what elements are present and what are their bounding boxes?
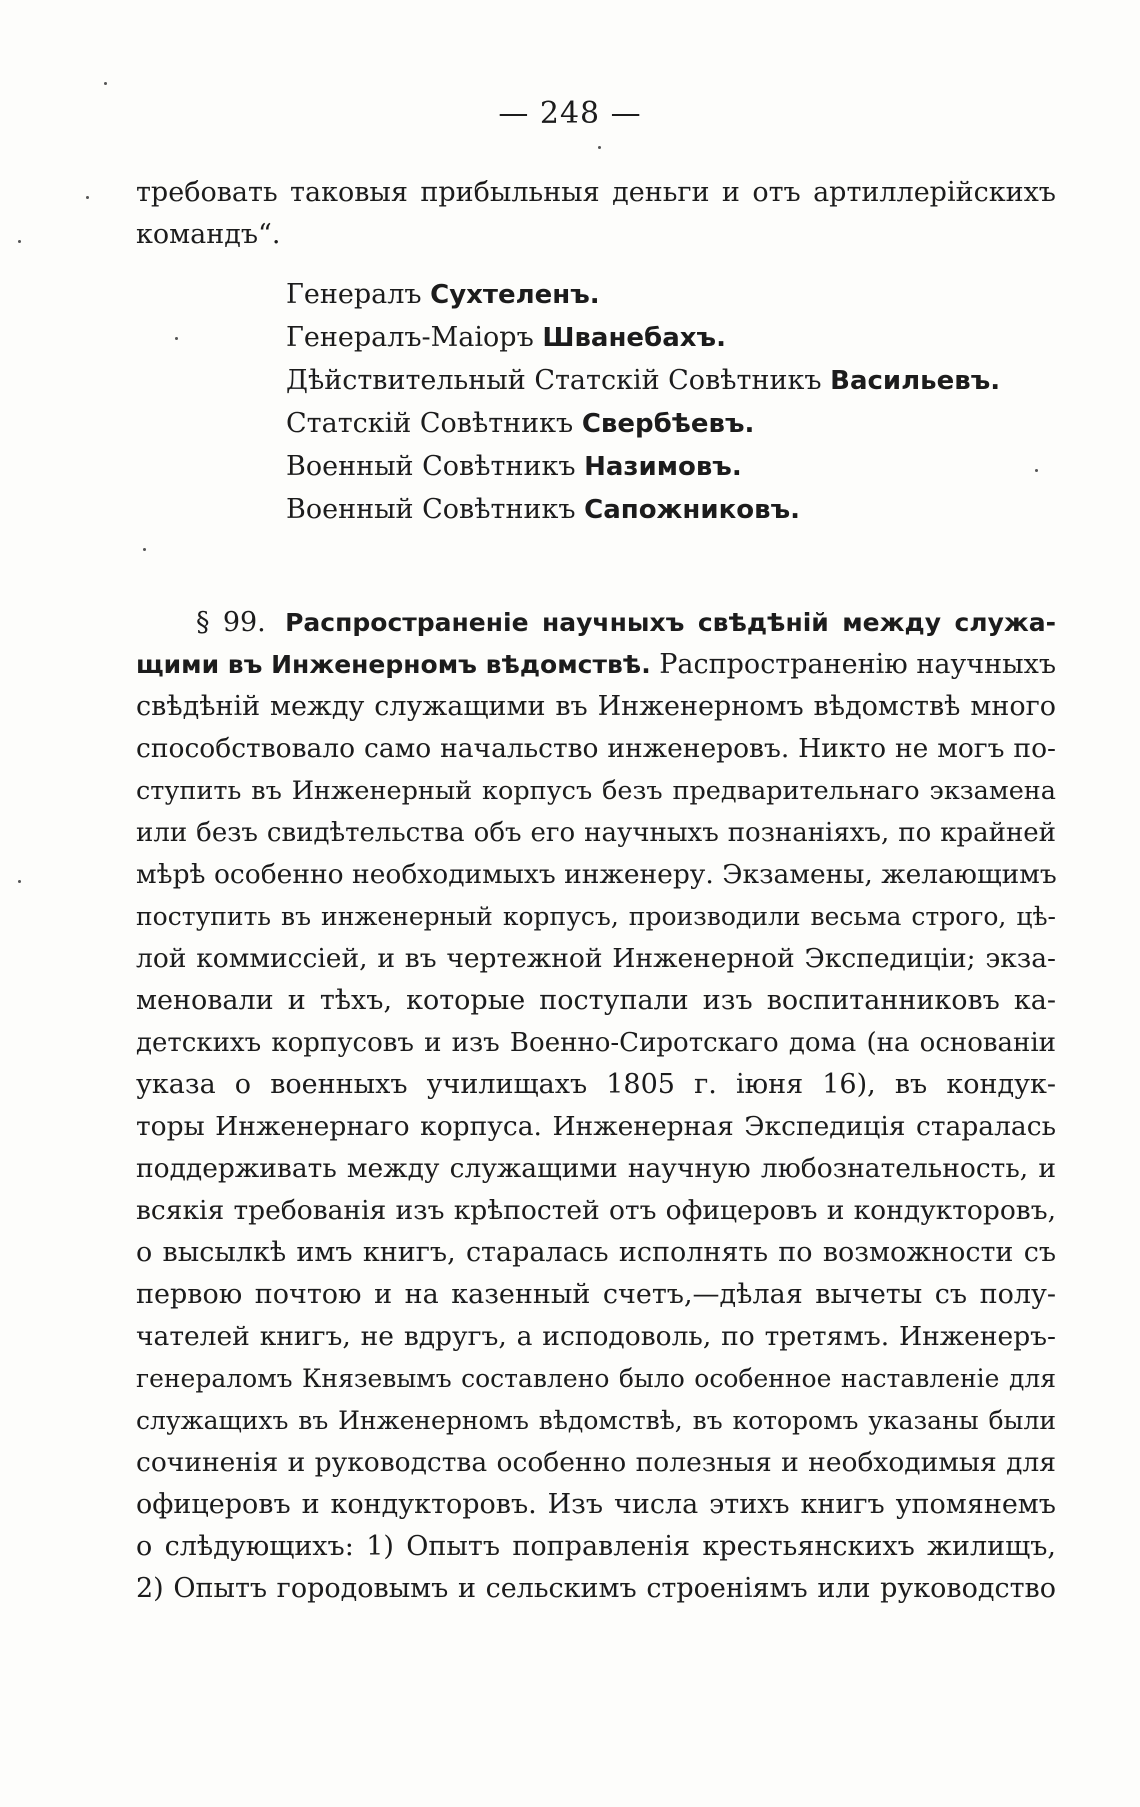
signature-title: Дѣйствительный Статскій Совѣтникъ: [286, 365, 831, 396]
paragraph-line: ступить въ Инженерный корпусъ безъ предварительнаго экзамена: [136, 776, 1056, 806]
scan-speck: [18, 880, 21, 883]
signature-line: [286, 445, 1026, 488]
signature-line: [286, 488, 1026, 531]
section-title: Распространеніе научныхъ свѣдѣній между служа-: [285, 608, 1056, 637]
signature-title: Военный Совѣтникъ: [286, 494, 585, 525]
opening-text: [136, 172, 1056, 256]
paragraph-line: свѣдѣній между служащими въ Инженерномъ вѣдомствѣ много: [136, 691, 1056, 722]
scan-speck: [18, 240, 21, 243]
paragraph-line: детскихъ корпусовъ и изъ Военно-Сиротскаго дома (на основаніи: [136, 1028, 1056, 1058]
section-99: [136, 602, 1056, 1610]
paragraph-text: Распространенію научныхъ: [650, 649, 1057, 680]
paragraph-line: поступить въ инженерный корпусъ, производили весьма строго, цѣ-: [136, 902, 1056, 931]
signature-name: Шванебахъ.: [542, 323, 726, 353]
signature-line: [286, 273, 1026, 316]
page-number: — 248 —: [498, 96, 642, 131]
paragraph-line: меновали и тѣхъ, которые поступали изъ воспитанниковъ ка-: [136, 985, 1056, 1016]
paragraph-line: офицеровъ и кондукторовъ. Изъ числа этихъ книгъ упомянемъ: [136, 1489, 1056, 1520]
paragraph-line: генераломъ Князевымъ составлено было особенное наставленіе для: [136, 1364, 1056, 1393]
opening-line-2: командъ“.: [136, 219, 281, 250]
signature-name: Свербѣевъ.: [581, 409, 755, 439]
section-heading-line: [136, 602, 1056, 644]
signature-list: [286, 273, 1026, 531]
scan-speck: [598, 146, 601, 149]
paragraph-line: служащихъ въ Инженерномъ вѣдомствѣ, въ которомъ указаны были: [136, 1406, 1056, 1435]
paragraph-line: сочиненія и руководства особенно полезныя и необходимыя для: [136, 1447, 1056, 1478]
paragraph-line: первою почтою и на казенный счетъ,—дѣлая вычеты съ полу-: [136, 1279, 1056, 1310]
scan-speck: [86, 196, 89, 199]
paragraph-line: 2) Опытъ городовымъ и сельскимъ строеніямъ или руководство: [136, 1573, 1056, 1604]
signature-title: Генералъ: [286, 279, 431, 310]
opening-line-1: требовать таковыя прибыльныя деньги и отъ артиллерійскихъ: [136, 177, 1056, 208]
signature-line: [286, 359, 1026, 402]
scan-speck: [143, 548, 146, 551]
paragraph-line: мѣрѣ особенно необходимыхъ инженеру. Экзамены, желающимъ: [136, 859, 1057, 890]
signature-line: [286, 402, 1026, 445]
signature-name: Васильевъ.: [830, 366, 1001, 396]
section-heading-line: [136, 644, 1056, 686]
signature-name: Назимовъ.: [584, 452, 742, 482]
section-number: § 99.: [196, 607, 266, 638]
paragraph-line: лой коммиссіей, и въ чертежной Инженерной Экспедиціи; экза-: [136, 943, 1056, 974]
signature-title: Статскій Совѣтникъ: [286, 408, 582, 439]
paragraph-line: способствовало само начальство инженеровъ. Никто не могъ по-: [136, 733, 1056, 764]
paragraph-line: о высылкѣ имъ книгъ, старалась исполнять по возможности съ: [136, 1237, 1056, 1268]
scan-speck: [175, 337, 178, 340]
paragraph-line: указа о военныхъ училищахъ 1805 г. іюня 16), въ кондук-: [136, 1069, 1056, 1100]
paragraph-line: всякія требованія изъ крѣпостей отъ офицеровъ и кондукторовъ,: [136, 1195, 1056, 1226]
signature-name: Сухтеленъ.: [430, 280, 600, 310]
paragraph-line: чателей книгъ, не вдругъ, а исподоволь, по третямъ. Инженеръ-: [136, 1321, 1056, 1352]
signature-name: Сапожниковъ.: [584, 495, 800, 525]
paragraph-line: поддерживать между служащими научную любознательность, и: [136, 1153, 1056, 1184]
scan-speck: [1035, 469, 1038, 472]
signature-line: [286, 316, 1026, 359]
section-title: щими въ Инженерномъ вѣдомствѣ.: [136, 650, 651, 679]
scan-speck: [104, 82, 107, 85]
paragraph-line: о слѣдующихъ: 1) Опытъ поправленія крестьянскихъ жилищъ,: [136, 1531, 1056, 1562]
signature-title: Генералъ-Маіоръ: [286, 322, 543, 353]
signature-title: Военный Совѣтникъ: [286, 451, 585, 482]
paragraph-line: торы Инженернаго корпуса. Инженерная Экспедиція старалась: [136, 1111, 1056, 1142]
paragraph-line: или безъ свидѣтельства объ его научныхъ познаніяхъ, по крайней: [136, 818, 1056, 848]
